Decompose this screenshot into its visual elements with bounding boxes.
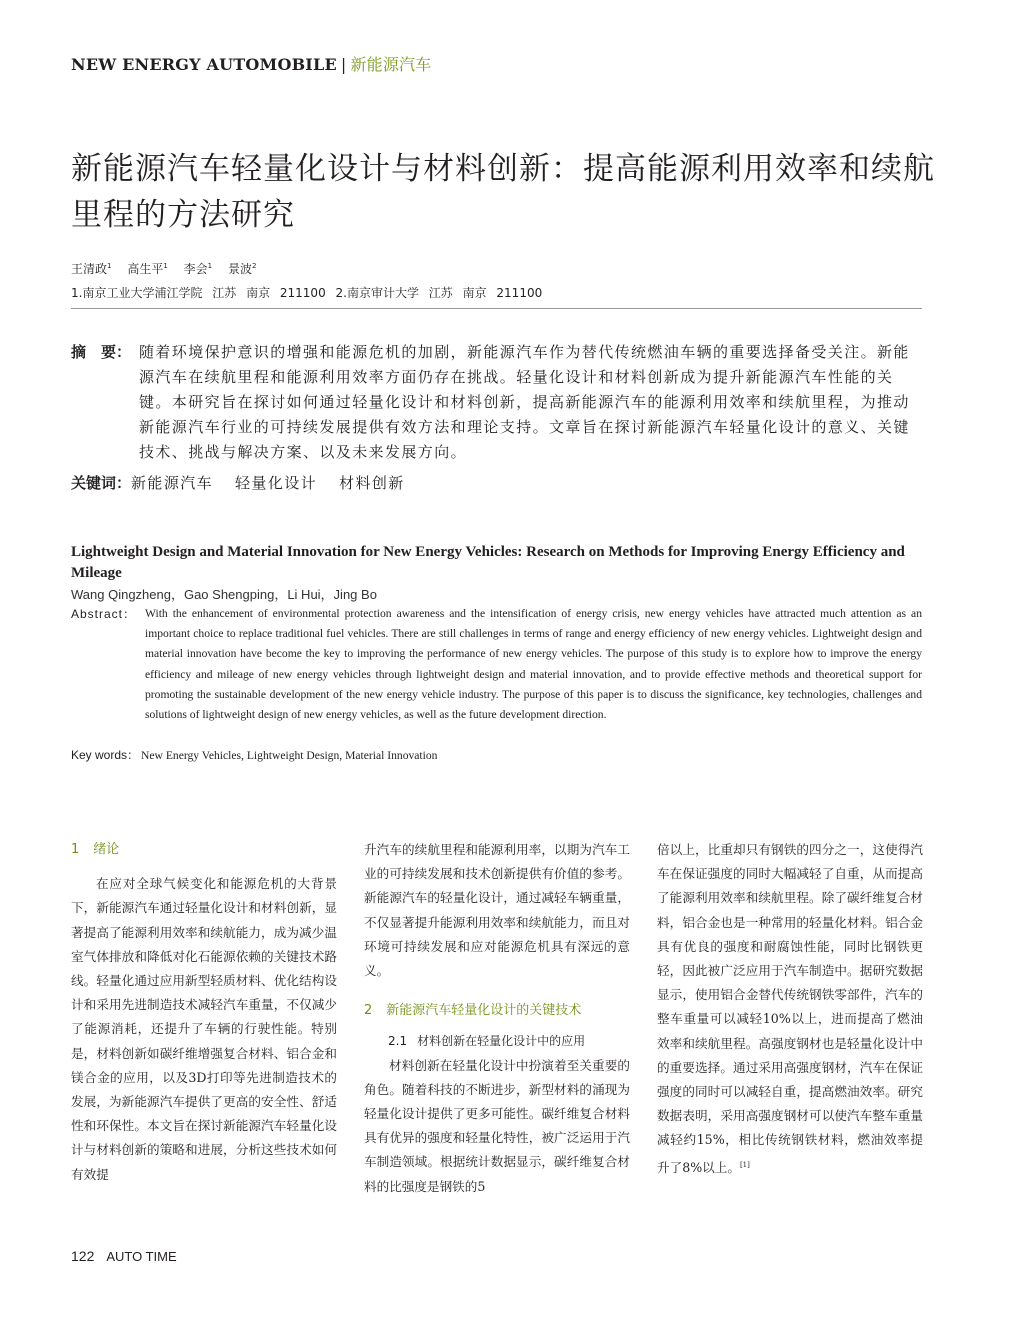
paragraph: 升汽车的续航里程和能源利用率，以期为汽车工业的可持续发展和技术创新提供有价值的参考。新能源汽车的轻量化设计，通过减轻车辆重量，不仅显著提升能源利用效率和续航能力，而且对环境可持续发展和应对能源危机具有深远的意义。 — [364, 842, 630, 979]
section-heading — [71, 838, 337, 862]
subsection-number: 2.1 — [388, 1034, 408, 1049]
journal-name: AUTO TIME — [106, 1249, 177, 1264]
abstract-en-label: Abstract： — [71, 607, 137, 621]
section-title: 新能源汽车轻量化设计的关键技术 — [386, 1003, 582, 1019]
author-name: 王清政 — [71, 262, 108, 276]
keywords-en — [71, 746, 437, 763]
affiliations: 1.南京工业大学浦江学院 江苏 南京 211100 2.南京审计大学 江苏 南京 211100 — [71, 286, 543, 300]
english-title: Lightweight Design and Material Innovation for New Energy Vehicles: Research on Methods for Improving Energy Efficiency and Mileage — [71, 544, 905, 581]
journal-header-en: NEW ENERGY AUTOMOBILE — [71, 55, 337, 74]
keyword-item: 轻量化设计 — [235, 474, 318, 492]
paragraph — [657, 838, 923, 1180]
journal-header — [71, 52, 431, 75]
author-name: 景波 — [227, 262, 252, 276]
keywords-en-text: New Energy Vehicles, Lightweight Design, Material Innovation — [141, 749, 438, 762]
author-name: 高生平 — [127, 262, 164, 276]
divider — [71, 308, 922, 309]
body-column-3 — [657, 838, 923, 1180]
author-list — [71, 260, 268, 277]
abstract-en-text: With the enhancement of environmental protection awareness and the intensification of energy crisis, new energy vehicles have attracted much attention as an important choice to replace traditional fuel vehicles. There are still challenges in terms of range and energy efficiency of new energy vehicles. Lightweight design and material innovation have become the key to improving the performance of new energy vehicles. The purpose of this study is to explore how to improve the energy efficiency and mileage of new energy vehicles through lightweight design and material innovation, and to provide effective methods and theoretical support for promoting the sustainable development of the new energy vehicle industry. The purpose of this paper is to discuss the significance, key technologies, challenges and solutions of lightweight design of new energy vehicles, as well as the future development direction. — [145, 607, 922, 722]
section-title: 绪论 — [93, 842, 120, 857]
abstract-en — [71, 604, 922, 725]
citation-ref: [1] — [739, 1160, 750, 1169]
body-column-2 — [364, 838, 630, 1199]
subsection-title: 材料创新在轻量化设计中的应用 — [417, 1034, 586, 1049]
header-separator: | — [340, 55, 347, 74]
keywords-cn-label: 关键词： — [71, 474, 132, 492]
keyword-item: 新能源汽车 — [131, 474, 214, 492]
page-footer — [71, 1248, 177, 1264]
body-column-1 — [71, 838, 337, 1187]
section-number: 1 — [71, 842, 80, 857]
keywords-en-label: Key words： — [71, 748, 140, 762]
article-title: 新能源汽车轻量化设计与材料创新：提高能源利用效率和续航里程的方法研究 — [71, 151, 935, 233]
paragraph: 材料创新在轻量化设计中扮演着至关重要的角色。随着科技的不断进步，新型材料的涌现为轻量化设计提供了更多可能性。碳纤维复合材料具有优异的强度和轻量化特性，被广泛运用于汽车制造领域。根据统计数据显示，碳纤维复合材料的比强度是钢铁的5 — [364, 1057, 630, 1194]
paragraph: 在应对全球气候变化和能源危机的大背景下，新能源汽车通过轻量化设计和材料创新，显著提高了能源利用效率和续航能力，成为减少温室气体排放和降低对化石能源依赖的关键技术路线。轻量化通过应用新型轻质材料、优化结构设计和采用先进制造技术减轻汽车重量，不仅减少了能源消耗，还提升了车辆的行驶性能。特别是，材料创新如碳纤维增强复合材料、铝合金和镁合金的应用，以及3D打印等先进制造技术的发展，为新能源汽车提供了更高的安全性、舒适性和环保性。本文旨在探讨新能源汽车轻量化设计与材料创新的策略和进展，分析这些技术如何有效提 — [71, 876, 337, 1182]
keyword-item: 材料创新 — [339, 474, 405, 492]
author-affil-mark: 1 — [207, 262, 213, 270]
abstract-cn — [71, 340, 922, 465]
author-affil-mark: 1 — [107, 262, 112, 270]
section-heading — [364, 999, 630, 1023]
english-authors: Wang Qingzheng，Gao Shengping，Li Hui，Jing Bo — [71, 587, 377, 602]
subsection-heading — [364, 1029, 630, 1053]
paragraph-text: 倍以上，比重却只有钢铁的四分之一，这使得汽车在保证强度的同时大幅减轻了自重，从而提高了能源利用效率和续航里程。除了碳纤维复合材料，铝合金也是一种常用的轻量化材料。铝合金具有优良的强度和耐腐蚀性能，同时比钢铁更轻，因此被广泛应用于汽车制造中。据研究数据显示，使用铝合金替代传统钢铁零部件，汽车的整车重量可以减轻10%以上，进而提高了燃油效率和续航里程。高强度钢材也是轻量化设计中的重要选择。通过采用高强度钢材，汽车在保证强度的同时可以减轻自重，提高燃油效率。研究数据表明，采用高强度钢材可以使汽车整车重量减轻约15%，相比传统钢铁材料，燃油效率提升了8%以上。 — [657, 842, 923, 1175]
author-affil-mark: 2 — [251, 262, 257, 270]
author-affil-mark: 1 — [163, 262, 168, 270]
abstract-cn-label: 摘 要： — [71, 343, 132, 361]
journal-header-cn: 新能源汽车 — [350, 55, 432, 74]
author-name: 李会 — [183, 262, 208, 276]
section-number: 2 — [364, 1003, 373, 1019]
page-number: 122 — [71, 1248, 95, 1264]
keywords-cn — [71, 472, 427, 493]
abstract-cn-text: 随着环境保护意识的增强和能源危机的加剧，新能源汽车作为替代传统燃油车辆的重要选择备受关注。新能源汽车在续航里程和能源利用效率方面仍存在挑战。轻量化设计和材料创新成为提升新能源汽车性能的关键。本研究旨在探讨如何通过轻量化设计和材料创新，提高新能源汽车的能源利用效率和续航里程，为推动新能源汽车行业的可持续发展提供有效方法和理论支持。文章旨在探讨新能源汽车轻量化设计的意义、关键技术、挑战与解决方案、以及未来发展方向。 — [139, 343, 910, 461]
